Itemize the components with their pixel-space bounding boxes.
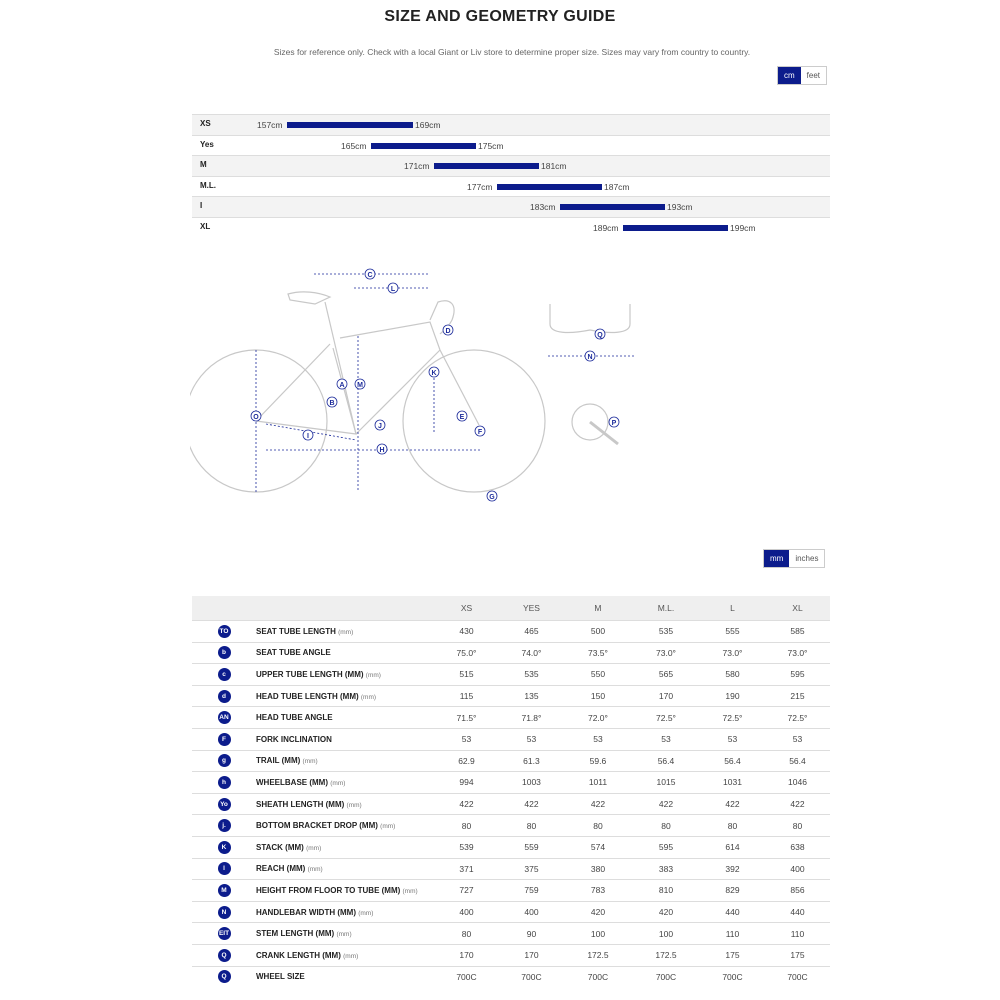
value-cell: 110: [765, 923, 830, 945]
measurement-name-cell: [256, 858, 434, 880]
value-cell: 700C: [564, 966, 632, 987]
value-cell: 400: [434, 901, 499, 923]
table-row: [192, 944, 830, 966]
row-letter-badge: F: [218, 733, 231, 746]
value-cell: 100: [564, 923, 632, 945]
value-cell: 380: [564, 858, 632, 880]
badge-cell: [192, 642, 256, 664]
size-max-height: 175cm: [478, 140, 504, 151]
value-cell: 56.4: [632, 750, 700, 772]
value-cell: 585: [765, 621, 830, 643]
size-range-bar: [371, 143, 476, 149]
table-row: [192, 836, 830, 858]
measurement-name-cell: [256, 750, 434, 772]
size-max-height: 199cm: [730, 222, 756, 233]
size-label: M.L.: [200, 180, 216, 190]
value-cell: 72.5°: [632, 707, 700, 729]
header-badge-cell: [192, 596, 256, 621]
value-cell: 56.4: [765, 750, 830, 772]
row-letter-badge: N: [218, 906, 231, 919]
value-cell: 135: [499, 685, 564, 707]
measurement-name-cell: [256, 901, 434, 923]
label-h: H: [379, 447, 385, 454]
measurement-unit: (mm): [338, 628, 354, 636]
size-row: [192, 155, 830, 176]
badge-cell: [192, 793, 256, 815]
measurement-name: CRANK LENGTH (MM): [256, 950, 341, 960]
label-f: F: [477, 429, 483, 436]
table-row: [192, 750, 830, 772]
value-cell: 595: [632, 836, 700, 858]
badge-cell: [192, 815, 256, 837]
bike-geometry-diagram: [190, 262, 650, 512]
badge-cell: [192, 944, 256, 966]
table-row: [192, 707, 830, 729]
page-subtitle: Sizes for reference only. Check with a local Giant or Liv store to determine proper size. Sizes may vary from country to country.: [273, 47, 751, 57]
page-title: SIZE AND GEOMETRY GUIDE: [384, 8, 616, 25]
value-cell: 72.5°: [765, 707, 830, 729]
measurement-unit: (mm): [346, 801, 362, 809]
row-letter-badge: l: [218, 862, 231, 875]
row-letter-badge: TO: [218, 625, 231, 638]
badge-cell: [192, 836, 256, 858]
value-cell: 783: [564, 880, 632, 902]
size-row: [192, 114, 830, 135]
value-cell: 175: [765, 944, 830, 966]
size-label: M: [200, 160, 207, 169]
measurement-name: HANDLEBAR WIDTH (MM): [256, 907, 356, 917]
size-range-bar: [623, 225, 728, 231]
row-letter-badge: j.: [218, 819, 231, 832]
value-cell: 550: [564, 664, 632, 686]
label-p: P: [611, 420, 617, 427]
value-cell: 727: [434, 880, 499, 902]
measurement-name: FORK INCLINATION: [256, 734, 332, 744]
value-cell: 172.5: [564, 944, 632, 966]
measurement-name: BOTTOM BRACKET DROP (MM): [256, 821, 378, 831]
measurement-name-cell: [256, 664, 434, 686]
value-cell: 53: [700, 728, 765, 750]
row-letter-badge: Q: [218, 970, 231, 983]
value-cell: 74.0°: [499, 642, 564, 664]
value-cell: 829: [700, 880, 765, 902]
value-cell: 115: [434, 685, 499, 707]
column-header: XS: [434, 596, 499, 621]
size-row: [192, 135, 830, 156]
value-cell: 856: [765, 880, 830, 902]
badge-cell: [192, 858, 256, 880]
label-i: I: [307, 433, 309, 440]
value-cell: 539: [434, 836, 499, 858]
measurement-name-cell: [256, 923, 434, 945]
value-cell: 515: [434, 664, 499, 686]
measurement-name: TRAIL (MM): [256, 756, 301, 766]
measurement-name-cell: [256, 836, 434, 858]
column-header: M: [564, 596, 632, 621]
value-cell: 400: [765, 858, 830, 880]
size-min-height: 183cm: [530, 202, 556, 212]
row-letter-badge: Yo: [218, 798, 231, 811]
label-d: D: [445, 328, 451, 335]
column-header: YES: [499, 596, 564, 621]
value-cell: 80: [434, 923, 499, 945]
value-cell: 175: [700, 944, 765, 966]
measurement-unit: (mm): [302, 758, 318, 766]
measurement-unit: (mm): [360, 693, 377, 701]
value-cell: 73.0°: [632, 642, 700, 664]
value-cell: 72.0°: [564, 707, 632, 729]
value-cell: 80: [564, 815, 632, 837]
label-g: G: [489, 494, 495, 501]
row-letter-badge: AN: [218, 711, 231, 724]
badge-cell: [192, 664, 256, 686]
measurement-unit: (mm): [306, 844, 322, 852]
label-l: L: [390, 286, 396, 293]
value-cell: 759: [499, 880, 564, 902]
value-cell: 420: [632, 901, 700, 923]
value-cell: 1011: [564, 772, 632, 794]
measurement-name-cell: [256, 815, 434, 837]
value-cell: 80: [765, 815, 830, 837]
measurement-unit: (mm): [336, 931, 352, 939]
value-cell: 73.0°: [765, 642, 830, 664]
value-cell: 73.5°: [564, 642, 632, 664]
value-cell: 80: [632, 815, 700, 837]
value-cell: 422: [700, 793, 765, 815]
value-cell: 422: [632, 793, 700, 815]
table-row: [192, 923, 830, 945]
value-cell: 1031: [700, 772, 765, 794]
value-cell: 700C: [700, 966, 765, 987]
value-cell: 400: [499, 901, 564, 923]
value-cell: 440: [700, 901, 765, 923]
value-cell: 700C: [765, 966, 830, 987]
size-range-bar: [434, 163, 539, 169]
size-range-bar: [560, 204, 665, 210]
value-cell: 170: [632, 685, 700, 707]
value-cell: 59.6: [564, 750, 632, 772]
rear-triangle: [256, 348, 356, 434]
row-letter-badge: Q: [218, 949, 231, 962]
measurement-unit: (mm): [307, 866, 323, 874]
value-cell: 53: [564, 728, 632, 750]
measurement-name: HEIGHT FROM FLOOR TO TUBE (MM): [256, 885, 401, 895]
measurement-name: SEAT TUBE ANGLE: [256, 648, 331, 658]
table-row: [192, 793, 830, 815]
measurement-name-cell: [256, 685, 434, 707]
label-k: K: [431, 370, 437, 377]
value-cell: 53: [765, 728, 830, 750]
label-m: M: [357, 382, 363, 389]
value-cell: 71.8°: [499, 707, 564, 729]
cm-option[interactable]: cm: [778, 67, 801, 84]
handlebar-front-view: [550, 304, 630, 332]
top-tube: [340, 322, 440, 350]
value-cell: 150: [564, 685, 632, 707]
column-header: M.L.: [632, 596, 700, 621]
row-letter-badge: M: [218, 884, 231, 897]
size-min-height: 177cm: [467, 181, 493, 192]
value-cell: 170: [434, 944, 499, 966]
label-q: Q: [597, 332, 603, 339]
row-letter-badge: d: [218, 690, 231, 703]
measurement-name-cell: [256, 944, 434, 966]
front-wheel: [403, 350, 545, 492]
badge-cell: [192, 880, 256, 902]
size-range-bar: [497, 184, 602, 190]
value-cell: 56.4: [700, 750, 765, 772]
size-label: XL: [200, 221, 211, 231]
size-row: [192, 217, 830, 238]
value-cell: 90: [499, 923, 564, 945]
value-cell: 53: [434, 728, 499, 750]
size-row: [192, 196, 830, 217]
measurement-name: STEM LENGTH (MM): [256, 929, 335, 939]
table-row: [192, 664, 830, 686]
column-header: XL: [765, 596, 830, 621]
table-row: [192, 642, 830, 664]
down-tube: [356, 350, 440, 434]
value-cell: 440: [765, 901, 830, 923]
measurement-name: SEAT TUBE LENGTH: [256, 626, 336, 636]
value-cell: 535: [499, 664, 564, 686]
value-cell: 172.5: [632, 944, 700, 966]
size-label: XS: [200, 119, 211, 128]
value-cell: 61.3: [499, 750, 564, 772]
measurement-name: UPPER TUBE LENGTH (MM): [256, 669, 364, 679]
label-a: A: [339, 382, 345, 389]
measurement-name-cell: [256, 621, 434, 643]
value-cell: 1003: [499, 772, 564, 794]
row-letter-badge: c: [218, 668, 231, 681]
value-cell: 383: [632, 858, 700, 880]
measurement-unit: (mm): [330, 779, 346, 787]
badge-cell: [192, 901, 256, 923]
value-cell: 375: [499, 858, 564, 880]
table-row: [192, 858, 830, 880]
label-b: B: [329, 400, 335, 407]
measurement-name: WHEEL SIZE: [256, 972, 305, 982]
value-cell: 62.9: [434, 750, 499, 772]
geometry-header-row: [192, 596, 830, 621]
badge-cell: [192, 728, 256, 750]
value-cell: 71.5°: [434, 707, 499, 729]
saddle: [288, 292, 330, 304]
size-max-height: 169cm: [415, 120, 441, 130]
measurement-name: SHEATH LENGTH (MM): [256, 799, 345, 809]
badge-cell: [192, 621, 256, 643]
row-letter-badge: K: [218, 841, 231, 854]
geometry-table: [192, 596, 830, 987]
measurement-name: STACK (MM): [256, 842, 304, 852]
size-min-height: 165cm: [341, 140, 367, 151]
table-row: [192, 901, 830, 923]
value-cell: 80: [499, 815, 564, 837]
table-row: [192, 880, 830, 902]
size-min-height: 157cm: [257, 120, 283, 130]
value-cell: 535: [632, 621, 700, 643]
mm-option[interactable]: mm: [764, 550, 789, 567]
unit-toggle-mm-inches: [763, 549, 825, 568]
size-max-height: 181cm: [541, 161, 567, 171]
badge-cell: [192, 923, 256, 945]
badge-cell: [192, 772, 256, 794]
value-cell: 215: [765, 685, 830, 707]
label-n: N: [587, 354, 593, 361]
measurement-name: HEAD TUBE ANGLE: [256, 713, 333, 723]
row-letter-badge: h: [218, 776, 231, 789]
value-cell: 574: [564, 836, 632, 858]
badge-cell: [192, 750, 256, 772]
measurement-name: REACH (MM): [256, 864, 306, 874]
value-cell: 430: [434, 621, 499, 643]
value-cell: 53: [499, 728, 564, 750]
badge-cell: [192, 966, 256, 987]
value-cell: 190: [700, 685, 765, 707]
table-row: [192, 966, 830, 987]
value-cell: 422: [499, 793, 564, 815]
header-name-cell: [256, 596, 434, 621]
value-cell: 580: [700, 664, 765, 686]
row-letter-badge: EIT: [218, 927, 231, 940]
seat-tube: [325, 302, 356, 434]
label-j: J: [378, 423, 382, 430]
value-cell: 700C: [434, 966, 499, 987]
value-cell: 170: [499, 944, 564, 966]
column-header: L: [700, 596, 765, 621]
value-cell: 110: [700, 923, 765, 945]
measurement-name-cell: [256, 880, 434, 902]
value-cell: 700C: [499, 966, 564, 987]
inches-option[interactable]: inches: [789, 550, 824, 567]
value-cell: 500: [564, 621, 632, 643]
value-cell: 555: [700, 621, 765, 643]
size-range-bar: [287, 122, 413, 128]
value-cell: 465: [499, 621, 564, 643]
size-min-height: 189cm: [593, 222, 619, 233]
size-max-height: 187cm: [604, 181, 630, 192]
row-letter-badge: b: [218, 646, 231, 659]
value-cell: 700C: [632, 966, 700, 987]
value-cell: 392: [700, 858, 765, 880]
value-cell: 1046: [765, 772, 830, 794]
label-e: E: [459, 414, 465, 421]
measurement-unit: (mm): [380, 823, 396, 831]
value-cell: 614: [700, 836, 765, 858]
table-row: [192, 728, 830, 750]
table-row: [192, 685, 830, 707]
size-chart: [192, 114, 830, 234]
table-row: [192, 815, 830, 837]
value-cell: 595: [765, 664, 830, 686]
size-label: I: [200, 201, 203, 210]
value-cell: 1015: [632, 772, 700, 794]
measurement-name-cell: [256, 642, 434, 664]
label-c: C: [367, 272, 373, 279]
measurement-name: WHEELBASE (MM): [256, 777, 328, 787]
measurement-unit: (mm): [402, 887, 418, 895]
value-cell: 638: [765, 836, 830, 858]
size-max-height: 193cm: [667, 202, 693, 212]
size-label: Yes: [200, 139, 214, 149]
measurement-name-cell: [256, 728, 434, 750]
measurement-name: HEAD TUBE LENGTH (MM): [256, 691, 359, 701]
value-cell: 100: [632, 923, 700, 945]
measurement-unit: (mm): [365, 671, 381, 679]
table-row: [192, 772, 830, 794]
feet-option[interactable]: feet: [801, 67, 826, 84]
value-cell: 75.0°: [434, 642, 499, 664]
measurement-unit: (mm): [358, 909, 374, 917]
value-cell: 73.0°: [700, 642, 765, 664]
size-min-height: 171cm: [404, 161, 430, 171]
size-row: [192, 176, 830, 197]
value-cell: 72.5°: [700, 707, 765, 729]
value-cell: 810: [632, 880, 700, 902]
value-cell: 80: [434, 815, 499, 837]
value-cell: 565: [632, 664, 700, 686]
value-cell: 559: [499, 836, 564, 858]
measurement-name-cell: [256, 793, 434, 815]
measurement-name-cell: [256, 966, 434, 987]
row-letter-badge: g: [218, 754, 231, 767]
value-cell: 80: [700, 815, 765, 837]
value-cell: 994: [434, 772, 499, 794]
value-cell: 422: [434, 793, 499, 815]
measurement-unit: (mm): [343, 952, 359, 960]
badge-cell: [192, 707, 256, 729]
label-o: O: [253, 414, 259, 421]
table-row: [192, 621, 830, 643]
value-cell: 371: [434, 858, 499, 880]
unit-toggle-cm-feet: [777, 66, 827, 85]
badge-cell: [192, 685, 256, 707]
measurement-name-cell: [256, 707, 434, 729]
value-cell: 422: [765, 793, 830, 815]
value-cell: 420: [564, 901, 632, 923]
value-cell: 422: [564, 793, 632, 815]
measurement-name-cell: [256, 772, 434, 794]
value-cell: 53: [632, 728, 700, 750]
